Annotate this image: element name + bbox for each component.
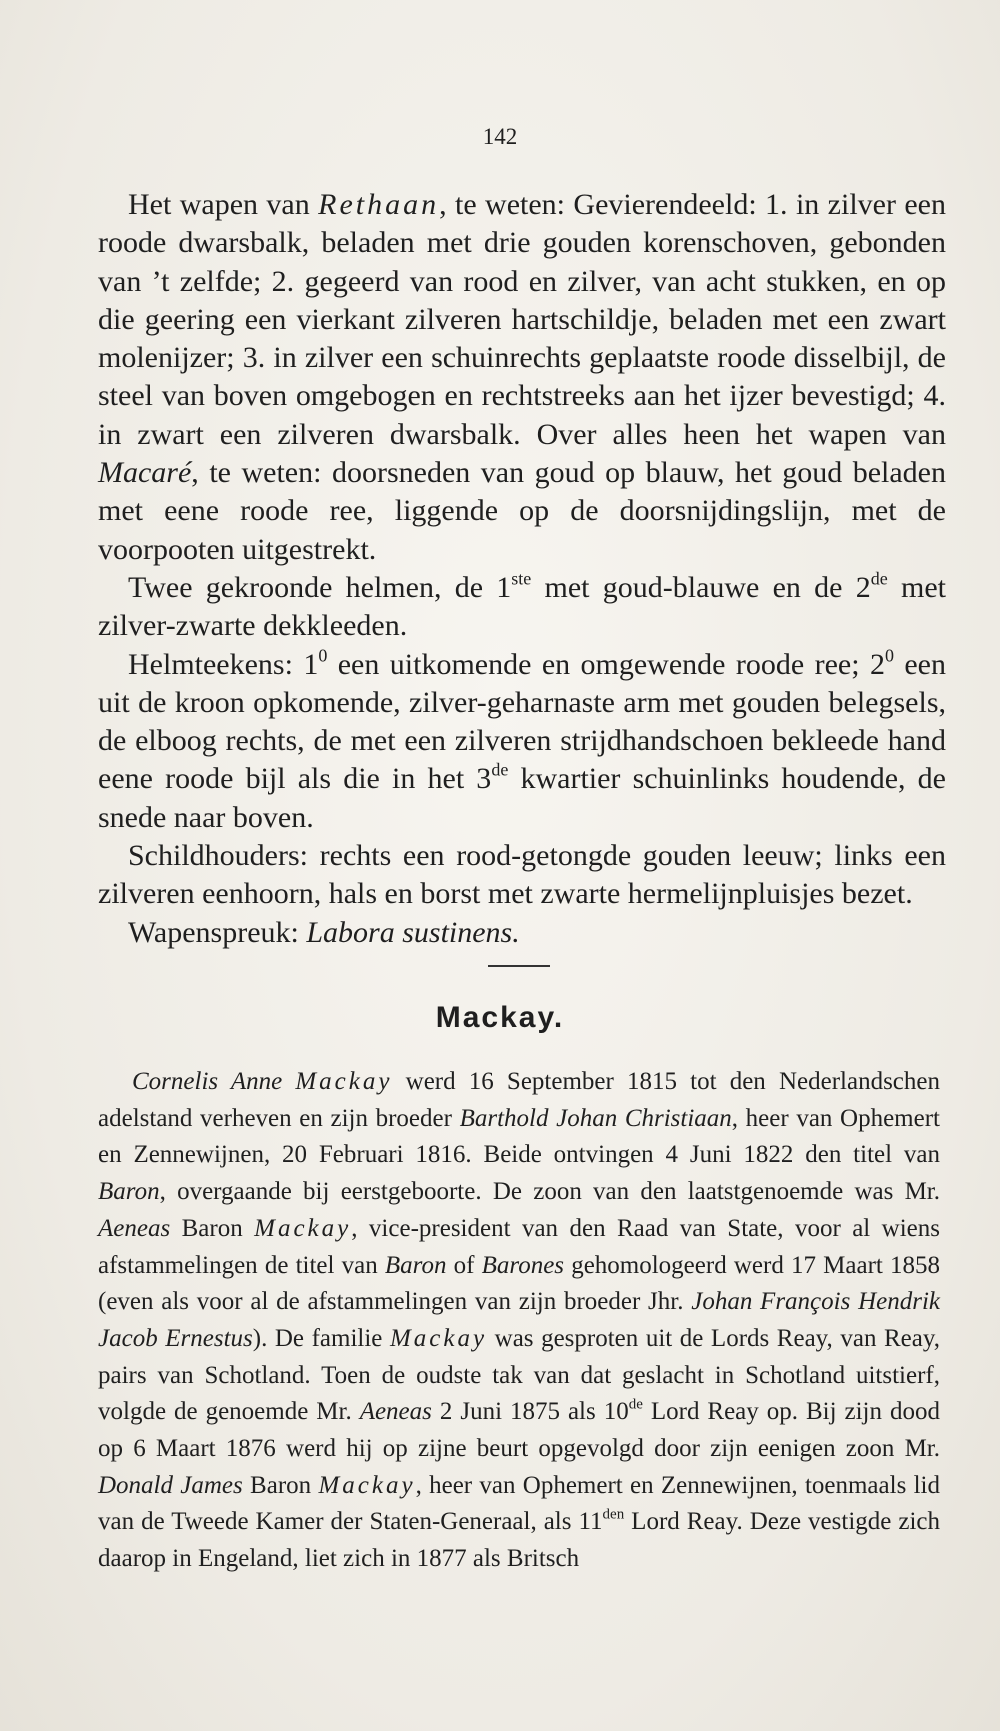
motto-paragraph bbox=[98, 914, 946, 952]
family-name: Mackay bbox=[318, 1471, 416, 1499]
superscript: 0 bbox=[318, 644, 328, 665]
section-heading: Mackay. bbox=[435, 1001, 565, 1034]
text-run: Lord Reay op. Bij zijn dood op 6 Maart 1876 werd hij op zijne beurt opgevolgd door zijn eenigen zoon Mr. bbox=[98, 1398, 940, 1463]
superscript: 0 bbox=[884, 644, 894, 665]
text-run: , heer van Ophemert en Zennewijnen, 20 Februari 1816. Beide ontvingen 4 Juni 1822 den titel van bbox=[98, 1104, 940, 1169]
family-name: Mackay bbox=[295, 1068, 393, 1095]
text-run: , vice-president van den Raad van State, voor al wiens afstammelingen de titel van bbox=[98, 1214, 940, 1279]
text-run: met goud-blauwe en de 2 bbox=[531, 570, 871, 604]
page-number: 142 bbox=[482, 124, 518, 149]
person-name: Johan François Hendrik Jacob Ernestus bbox=[98, 1288, 940, 1352]
text-run: , heer van Ophemert en Zennewijnen, toenmaals lid van de Tweede Kamer der Staten-Generaal, als 11 bbox=[98, 1471, 940, 1536]
text-run: , te weten: doorsneden van goud op blauw, het goud beladen met eene roode ree, liggende op de doorsnijdingslijn, met de voorpooten uitgestrekt. bbox=[98, 456, 946, 566]
title-name: Baron bbox=[384, 1251, 447, 1279]
family-history bbox=[98, 1064, 940, 1578]
superscript: de bbox=[491, 759, 509, 780]
text-run: was gesproten uit de Lords Reay, van Reay, pairs van Schotland. Toen de oudste tak van dat geslacht in Schotland uitstierf, volgde de genoemde Mr. bbox=[98, 1324, 940, 1426]
supporters-paragraph: Schildhouders: rechts een rood-getongde gouden leeuw; links een zilveren eenhoorn, hals en borst met zwarte hermelijnpluisjes bezet. bbox=[98, 839, 946, 911]
motto: Labora sustinens. bbox=[306, 915, 520, 949]
text-run: Baron bbox=[170, 1214, 255, 1242]
text-run: Lord Reay. Deze vestigde zich daarop in Engeland, liet zich in 1877 als Britsch bbox=[98, 1508, 940, 1573]
person-name: Donald James bbox=[98, 1471, 243, 1499]
superscript: de bbox=[870, 568, 888, 589]
title-name: Baron bbox=[98, 1178, 160, 1206]
text-run: , overgaande bij eerstgeboorte. De zoon van den laatstgenoemde was Mr. bbox=[159, 1178, 940, 1206]
family-name: Macaré bbox=[98, 456, 192, 490]
text-run: gehomologeerd werd 17 Maart 1858 (even als voor al de afstammelingen van zijn broeder Jhr. bbox=[98, 1251, 941, 1316]
title-name: Barones bbox=[481, 1251, 565, 1279]
text-run: Wapenspreuk: bbox=[128, 915, 307, 949]
person-name: Barthold Johan Christiaan bbox=[459, 1104, 732, 1132]
text-run: of bbox=[446, 1251, 482, 1279]
coat-of-arms-description bbox=[98, 186, 946, 952]
text-run: werd 16 September 1815 tot den Nederlandschen adelstand verheven en zijn broeder bbox=[98, 1068, 940, 1132]
family-name: Rethaan bbox=[318, 188, 440, 221]
text-run: , te weten: Gevierendeeld: 1. in zilver een roode dwarsbalk, beladen met drie gouden korenschoven, gebonden van ’t zelfde; 2. gegeerd van rood en zilver, van acht stukken, en op die geering een vierkant zilveren hartschildje, beladen met een zwart molenijzer; 3. in zilver een schuinrechts geplaatste roode disselbijl, de steel van boven omgebogen en rechtstreeks aan het ijzer bevestigd; 4. in zwart een zilveren dwarsbalk. Over alles heen het wapen van bbox=[98, 188, 946, 451]
person-name: Cornelis Anne bbox=[132, 1068, 283, 1095]
history-paragraph bbox=[98, 1064, 940, 1578]
text-run: Twee gekroonde helmen, de 1 bbox=[128, 570, 512, 604]
person-name: Aeneas bbox=[359, 1398, 432, 1426]
text-run: Helmteekens: 1 bbox=[128, 647, 319, 681]
text-run: 2 Juni 1875 als 10 bbox=[431, 1398, 629, 1426]
helmets-paragraph bbox=[98, 569, 946, 646]
family-name: Mackay bbox=[254, 1214, 352, 1242]
arms-paragraph bbox=[98, 186, 946, 569]
superscript: den bbox=[602, 1506, 625, 1523]
superscript: de bbox=[628, 1396, 643, 1413]
text-run: een uit de kroon opkomende, zilver-geharnaste arm met gouden belegsels, de elboog rechts, de met een zilveren strijdhandschoen beklеede hand eene roode bijl als die in het 3 bbox=[98, 647, 946, 796]
person-name: Aeneas bbox=[98, 1214, 171, 1242]
text-run: met zilver-zwarte dekkleeden. bbox=[98, 570, 946, 643]
superscript: ste bbox=[511, 568, 532, 589]
family-name: Mackay bbox=[389, 1324, 488, 1352]
section-divider bbox=[488, 965, 550, 967]
text-run: een uitkomende en omgewende roode ree; 2 bbox=[327, 647, 885, 681]
text-run: kwartier schuinlinks houdende, de snede naar boven. bbox=[98, 762, 946, 834]
text-run: Baron bbox=[242, 1471, 319, 1499]
text-run: ). De familie bbox=[252, 1324, 390, 1352]
crests-paragraph bbox=[98, 646, 946, 837]
text-run: Het wapen van bbox=[128, 188, 319, 221]
